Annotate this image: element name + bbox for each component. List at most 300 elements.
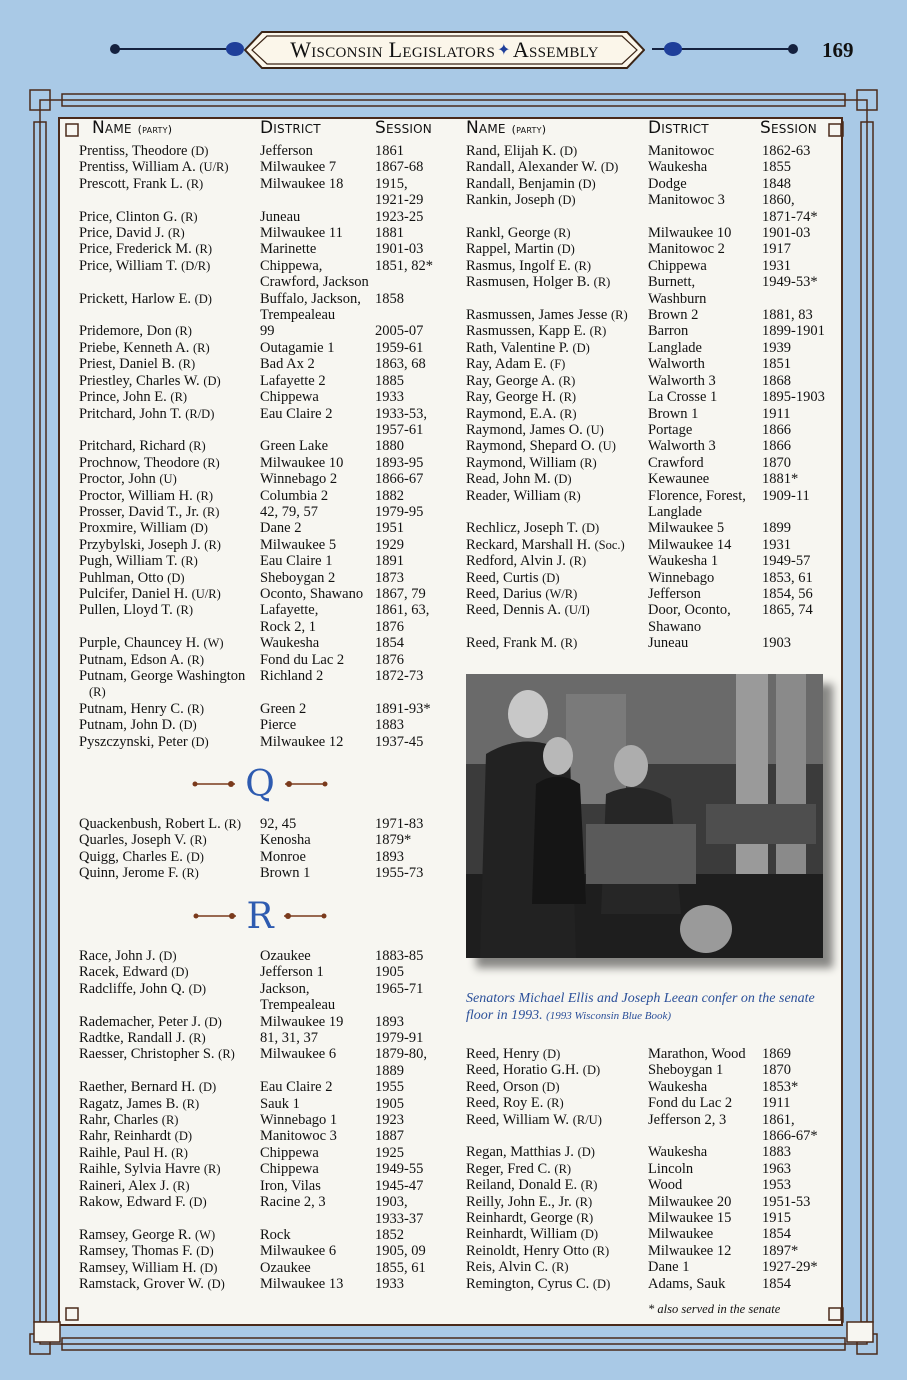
legislator-row bbox=[79, 832, 455, 848]
legislator-name: Randall, Alexander W. bbox=[466, 159, 598, 176]
legislator-district: Racine 2, 3 bbox=[260, 1194, 326, 1211]
legislator-district: Milwaukee 12 bbox=[648, 1242, 732, 1259]
legislator-row bbox=[79, 635, 455, 651]
legislator-session: 1881 bbox=[375, 225, 404, 242]
legislator-party: (D) bbox=[196, 1244, 214, 1259]
legislator-session: 1951-53 bbox=[762, 1193, 811, 1210]
legislator-name-cell bbox=[79, 816, 260, 832]
legislator-name-cell bbox=[79, 455, 260, 471]
legislator-name-cell bbox=[79, 553, 260, 569]
legislator-party: (R) bbox=[188, 439, 206, 454]
legislator-party: (R) bbox=[192, 340, 210, 355]
legislator-name-cell bbox=[466, 274, 648, 307]
legislator-district: Milwaukee 6 bbox=[260, 1046, 337, 1063]
legislator-district: Manitowoc 3 bbox=[648, 192, 725, 209]
legislator-row bbox=[79, 176, 455, 209]
legislator-session: 1959-61 bbox=[375, 339, 424, 356]
legislator-district: Florence, Forest, Langlade bbox=[648, 487, 746, 520]
legislator-district: Juneau bbox=[648, 635, 689, 652]
legislator-session: 1881* bbox=[762, 471, 799, 488]
legislator-session: 1905 bbox=[375, 1095, 404, 1112]
legislator-row bbox=[79, 586, 455, 602]
legislator-district: Walworth 3 bbox=[648, 438, 716, 455]
legislator-row bbox=[79, 143, 455, 159]
page-number: 169 bbox=[822, 38, 854, 62]
legislator-row bbox=[466, 586, 842, 602]
legislator-name: Reilly, John E., Jr. bbox=[466, 1193, 572, 1210]
legislator-name: Prince, John E. bbox=[79, 389, 167, 406]
legislator-session: 1911 bbox=[762, 1095, 791, 1112]
legislator-party: (D) bbox=[179, 718, 197, 733]
legislator-name: Randall, Benjamin bbox=[466, 175, 575, 192]
legislator-name: Rasmussen, Kapp E. bbox=[466, 323, 587, 340]
legislator-name: Ramstack, Grover W. bbox=[79, 1276, 204, 1293]
legislator-party: (U) bbox=[586, 422, 604, 437]
legislator-session: 1881, 83 bbox=[762, 307, 813, 324]
legislator-list-right-bottom bbox=[466, 1046, 842, 1292]
legislator-session: 1848 bbox=[762, 175, 791, 192]
legislator-session: 1861, 63, 1876 bbox=[375, 602, 430, 635]
party-col-label: (party) bbox=[137, 123, 173, 136]
legislator-name: Raymond, Shepard O. bbox=[466, 438, 595, 455]
legislator-party: (R) bbox=[579, 455, 597, 470]
legislator-row bbox=[79, 1014, 455, 1030]
legislator-name: Prosser, David T., Jr. bbox=[79, 503, 200, 520]
legislator-party: (R) bbox=[89, 685, 106, 700]
legislator-row bbox=[466, 274, 842, 307]
legislator-name: Pyszczynski, Peter bbox=[79, 733, 188, 750]
legislator-name: Redford, Alvin J. bbox=[466, 553, 566, 570]
legislator-row bbox=[466, 520, 842, 536]
legislator-row bbox=[79, 225, 455, 241]
senate-footnote: * also served in the senate bbox=[648, 1302, 781, 1316]
left-district-header: District bbox=[260, 118, 321, 138]
legislator-name-cell bbox=[79, 1128, 260, 1144]
legislator-session: 1949-55 bbox=[375, 1161, 424, 1178]
legislator-name-cell bbox=[466, 159, 648, 175]
legislator-name: Prentiss, Theodore bbox=[79, 143, 188, 159]
legislator-party: (R) bbox=[175, 324, 192, 339]
legislator-name: Reader, William bbox=[466, 487, 561, 504]
legislator-name-cell bbox=[466, 1259, 648, 1275]
legislator-name: Proctor, John bbox=[79, 471, 156, 488]
legislator-party: (D) bbox=[198, 1080, 217, 1095]
legislator-party: (W/R) bbox=[545, 586, 578, 601]
legislator-session: 1933 bbox=[375, 389, 404, 406]
legislator-district: Iron, Vilas bbox=[260, 1177, 321, 1194]
legislator-name-cell bbox=[79, 652, 260, 668]
legislator-row bbox=[466, 1259, 842, 1275]
legislator-session: 1885 bbox=[375, 372, 404, 389]
section-divider-r bbox=[190, 896, 330, 936]
legislator-name-cell bbox=[466, 1276, 648, 1292]
legislator-name: Radtke, Randall J. bbox=[79, 1030, 186, 1047]
legislator-row bbox=[466, 602, 842, 635]
legislator-session: 1887 bbox=[375, 1128, 404, 1145]
legislator-name-cell bbox=[466, 1062, 648, 1078]
legislator-row bbox=[79, 1161, 455, 1177]
legislator-district: Dodge bbox=[648, 175, 687, 192]
legislator-party: (R) bbox=[559, 406, 577, 421]
legislator-party: (R) bbox=[172, 1178, 190, 1193]
legislator-session: 2005-07 bbox=[375, 323, 424, 340]
legislator-name-cell bbox=[79, 356, 260, 372]
legislator-name: Read, John M. bbox=[466, 471, 551, 488]
legislator-session: 1933 bbox=[375, 1276, 404, 1293]
legislator-name-cell bbox=[79, 225, 260, 241]
legislator-name-cell bbox=[79, 964, 260, 980]
legislator-party: (R) bbox=[178, 357, 196, 372]
legislator-session: 1905, 09 bbox=[375, 1243, 426, 1260]
legislator-district: Sheboygan 2 bbox=[260, 569, 336, 586]
legislator-session: 1854, 56 bbox=[762, 585, 813, 602]
legislator-party: (D) bbox=[203, 373, 221, 388]
legislator-party: (D) bbox=[189, 1195, 207, 1210]
legislator-name-cell bbox=[466, 520, 648, 536]
legislator-name-cell bbox=[466, 192, 648, 225]
legislator-row bbox=[79, 1145, 455, 1161]
legislator-party: (D) bbox=[188, 981, 207, 996]
legislator-party: (D) bbox=[194, 291, 212, 306]
legislator-name: Quinn, Jerome F. bbox=[79, 865, 179, 882]
legislator-row bbox=[466, 422, 842, 438]
legislator-district: Pierce bbox=[260, 717, 297, 734]
legislator-row bbox=[79, 389, 455, 405]
legislator-session: 1893 bbox=[375, 848, 404, 865]
legislator-row bbox=[466, 1112, 842, 1145]
legislator-session: 1854 bbox=[762, 1226, 791, 1243]
legislator-name: Priebe, Kenneth A. bbox=[79, 339, 190, 356]
legislator-name-cell bbox=[466, 1079, 648, 1095]
legislator-district: Richland 2 bbox=[260, 668, 324, 684]
legislator-row bbox=[466, 323, 842, 339]
legislator-name: Price, Clinton G. bbox=[79, 208, 178, 225]
legislator-row bbox=[79, 652, 455, 668]
legislator-party: (D) bbox=[159, 949, 177, 963]
legislator-party: (D) bbox=[577, 1145, 595, 1160]
legislator-row bbox=[466, 225, 842, 241]
legislator-name: Putnam, George Washington bbox=[79, 668, 246, 684]
legislator-row bbox=[79, 865, 455, 881]
legislator-session: 1931 bbox=[762, 536, 791, 553]
legislator-name: Price, David J. bbox=[79, 225, 165, 242]
legislator-session: 1923 bbox=[375, 1112, 404, 1129]
legislator-name: Pridemore, Don bbox=[79, 323, 172, 340]
legislator-name-cell bbox=[466, 356, 648, 372]
legislator-district: Jefferson 1 bbox=[260, 964, 324, 981]
legislator-name-cell bbox=[466, 1112, 648, 1145]
legislator-name: Reis, Alvin C. bbox=[466, 1259, 549, 1276]
legislator-session: 1927-29* bbox=[762, 1259, 818, 1276]
legislator-list-r bbox=[79, 948, 455, 1293]
legislator-party: (U) bbox=[598, 439, 616, 454]
legislator-row bbox=[79, 455, 455, 471]
photo-caption bbox=[466, 990, 826, 1025]
legislator-name-cell bbox=[466, 1243, 648, 1259]
legislator-party: (R) bbox=[551, 1260, 569, 1275]
legislator-name-cell bbox=[466, 438, 648, 454]
legislator-name: Reckard, Marshall H. bbox=[466, 536, 591, 553]
legislator-name: Proxmire, William bbox=[79, 520, 187, 537]
legislator-party: (R) bbox=[559, 390, 577, 405]
legislator-session: 1861, 1866-67* bbox=[762, 1111, 818, 1145]
legislator-party: (R) bbox=[182, 866, 199, 881]
legislator-name: Pritchard, Richard bbox=[79, 438, 186, 455]
legislator-party: (R) bbox=[204, 537, 221, 552]
legislator-name: Rahr, Reinhardt bbox=[79, 1128, 172, 1145]
legislator-party: (D) bbox=[167, 570, 185, 585]
legislator-row bbox=[466, 635, 842, 651]
legislator-name-cell bbox=[466, 143, 648, 159]
legislator-party: (D) bbox=[174, 1129, 193, 1144]
legislator-name-cell bbox=[466, 258, 648, 274]
legislator-district: Waukesha bbox=[260, 635, 320, 652]
legislator-district: Brown 1 bbox=[260, 865, 311, 882]
legislator-name: Rand, Elijah K. bbox=[466, 143, 557, 159]
legislator-district: Columbia 2 bbox=[260, 487, 329, 504]
legislator-name-cell bbox=[466, 488, 648, 521]
legislator-session: 1866 bbox=[762, 421, 791, 438]
legislator-name: Rakow, Edward F. bbox=[79, 1194, 186, 1211]
legislator-district: Milwaukee 18 bbox=[260, 175, 344, 192]
legislator-district: Monroe bbox=[260, 848, 306, 865]
legislator-name: Raihle, Sylvia Havre bbox=[79, 1161, 201, 1178]
legislator-district: Portage bbox=[648, 421, 693, 438]
legislator-district: Winnebago 2 bbox=[260, 471, 338, 488]
legislator-row bbox=[79, 602, 455, 635]
legislator-name-cell bbox=[79, 1178, 260, 1194]
left-session-header: Session bbox=[375, 118, 432, 138]
legislator-party: (R) bbox=[593, 275, 611, 290]
legislator-name-cell bbox=[466, 586, 648, 602]
left-name-header bbox=[92, 118, 172, 138]
legislator-session: 1883 bbox=[375, 717, 404, 734]
legislator-party: (W) bbox=[194, 1227, 216, 1242]
legislator-district: Kewaunee bbox=[648, 471, 710, 488]
legislator-row bbox=[79, 1096, 455, 1112]
legislator-session: 1883 bbox=[762, 1144, 791, 1161]
legislator-district: Lincoln bbox=[648, 1160, 694, 1177]
legislator-district: Chippewa, Crawford, Jackson bbox=[260, 257, 369, 291]
legislator-row bbox=[79, 570, 455, 586]
legislator-row bbox=[79, 1128, 455, 1144]
legislator-row bbox=[466, 1062, 842, 1078]
legislator-district: Kenosha bbox=[260, 832, 311, 849]
legislator-row bbox=[466, 537, 842, 553]
photo-illustration bbox=[466, 674, 823, 958]
legislator-row bbox=[79, 1260, 455, 1276]
legislator-row bbox=[466, 488, 842, 521]
legislator-district: La Crosse 1 bbox=[648, 389, 718, 406]
legislator-district: Milwaukee 10 bbox=[260, 454, 344, 471]
legislator-name: Rankin, Joseph bbox=[466, 192, 555, 209]
legislator-party: (R) bbox=[187, 701, 205, 716]
legislator-party: (R) bbox=[180, 209, 198, 224]
legislator-name-cell bbox=[466, 225, 648, 241]
legislator-district: Milwaukee 10 bbox=[648, 225, 732, 242]
legislator-name: Race, John J. bbox=[79, 948, 156, 964]
legislator-party: (R) bbox=[611, 308, 628, 323]
legislator-row bbox=[466, 471, 842, 487]
legislator-session: 1891 bbox=[375, 553, 404, 570]
legislator-row bbox=[79, 258, 455, 291]
legislator-name-cell bbox=[79, 717, 260, 733]
legislator-name: Reinhardt, William bbox=[466, 1226, 578, 1243]
legislator-party: (D) bbox=[554, 472, 572, 487]
legislator-district: Milwaukee 19 bbox=[260, 1013, 344, 1030]
legislator-name: Purple, Chauncey H. bbox=[79, 635, 200, 652]
legislator-party: (R) bbox=[576, 1211, 594, 1226]
legislator-name: Price, Frederick M. bbox=[79, 241, 192, 258]
legislator-session: 1862-63 bbox=[762, 143, 811, 159]
legislator-party: (R) bbox=[580, 1178, 598, 1193]
legislator-party: (U/R) bbox=[199, 160, 229, 175]
legislator-name-cell bbox=[79, 1030, 260, 1046]
legislator-party: (R) bbox=[218, 1047, 235, 1062]
legislator-row bbox=[79, 1046, 455, 1079]
legislator-district: Milwaukee 6 bbox=[260, 1243, 337, 1260]
legislator-name-cell bbox=[79, 143, 260, 159]
legislator-row bbox=[79, 717, 455, 733]
legislator-name-cell bbox=[79, 1161, 260, 1177]
legislator-row bbox=[466, 241, 842, 257]
legislator-district: 99 bbox=[260, 323, 275, 340]
legislator-name: Putnam, John D. bbox=[79, 717, 176, 734]
legislator-party: (R) bbox=[589, 324, 607, 339]
title-assembly: Assembly bbox=[512, 37, 599, 62]
legislator-row bbox=[79, 373, 455, 389]
legislator-district: Outagamie 1 bbox=[260, 339, 335, 356]
legislator-session: 1872-73 bbox=[375, 668, 424, 684]
legislator-name-cell bbox=[466, 1046, 648, 1062]
legislator-party: (R) bbox=[569, 554, 587, 569]
legislator-name: Racek, Edward bbox=[79, 964, 168, 981]
legislator-row bbox=[466, 373, 842, 389]
legislator-name-cell bbox=[466, 635, 648, 651]
legislator-district: Bad Ax 2 bbox=[260, 356, 315, 373]
legislator-party: (D) bbox=[559, 144, 578, 158]
legislator-row bbox=[79, 488, 455, 504]
legislator-party: (D) bbox=[580, 1227, 599, 1242]
legislator-row bbox=[466, 1210, 842, 1226]
legislator-row bbox=[79, 504, 455, 520]
legislator-name: Putnam, Henry C. bbox=[79, 700, 184, 717]
legislator-name-cell bbox=[466, 1161, 648, 1177]
legislator-party: (D/R) bbox=[181, 258, 211, 273]
legislator-row bbox=[466, 455, 842, 471]
legislator-name-cell bbox=[79, 1046, 260, 1079]
legislator-name: Ray, George A. bbox=[466, 372, 555, 389]
legislator-session: 1901-03 bbox=[375, 241, 424, 258]
legislator-session: 1955 bbox=[375, 1079, 404, 1096]
legislator-row bbox=[79, 1178, 455, 1194]
legislator-name-cell bbox=[79, 701, 260, 717]
legislator-row bbox=[79, 981, 455, 1014]
legislator-name: Raihle, Paul H. bbox=[79, 1144, 168, 1161]
legislator-party: (D) bbox=[171, 965, 189, 980]
legislator-name-cell bbox=[466, 1095, 648, 1111]
legislator-row bbox=[79, 1276, 455, 1292]
legislator-name-cell bbox=[79, 570, 260, 586]
name-col-label: Name bbox=[92, 118, 132, 138]
legislator-session: 1869 bbox=[762, 1046, 791, 1062]
legislator-name-cell bbox=[466, 471, 648, 487]
legislator-district: Barron bbox=[648, 323, 689, 340]
legislator-party: (D) bbox=[542, 1079, 560, 1094]
legislator-list-right-top bbox=[466, 143, 842, 652]
legislator-district: Brown 2 bbox=[648, 307, 699, 324]
legislator-name-cell bbox=[79, 602, 260, 635]
legislator-name: Putnam, Edson A. bbox=[79, 651, 184, 668]
legislator-session: 1899 bbox=[762, 520, 791, 537]
party-col-label: (party) bbox=[511, 123, 547, 136]
legislator-row bbox=[79, 1243, 455, 1259]
legislator-name: Prochnow, Theodore bbox=[79, 454, 200, 471]
legislator-session: 1911 bbox=[762, 405, 791, 422]
legislator-name: Reed, Dennis A. bbox=[466, 602, 562, 619]
legislator-row bbox=[466, 192, 842, 225]
legislator-name: Prescott, Frank L. bbox=[79, 175, 183, 192]
legislator-name-cell bbox=[466, 1210, 648, 1226]
legislator-name: Ramsey, Thomas F. bbox=[79, 1243, 193, 1260]
legislator-party: (R) bbox=[202, 504, 220, 519]
legislator-district: Brown 1 bbox=[648, 405, 699, 422]
legislator-row bbox=[79, 209, 455, 225]
legislator-session: 1949-53* bbox=[762, 274, 818, 291]
name-col-label: Name bbox=[466, 118, 506, 138]
legislator-name: Ragatz, James B. bbox=[79, 1095, 179, 1112]
legislator-session: 1939 bbox=[762, 339, 791, 356]
legislator-name-cell bbox=[79, 1112, 260, 1128]
legislator-name-cell bbox=[79, 865, 260, 881]
legislator-row bbox=[466, 356, 842, 372]
legislator-session: 1965-71 bbox=[375, 980, 424, 997]
legislator-name: Reed, Roy E. bbox=[466, 1095, 544, 1112]
legislator-session: 1879* bbox=[375, 832, 412, 849]
right-session-header: Session bbox=[760, 118, 817, 138]
legislator-party: (D) bbox=[557, 242, 575, 257]
legislator-session: 1867-68 bbox=[375, 159, 424, 176]
legislator-district: Eau Claire 1 bbox=[260, 553, 333, 570]
legislator-name-cell bbox=[79, 635, 260, 651]
legislator-name: Reiland, Donald E. bbox=[466, 1177, 578, 1194]
legislator-name: Ray, George H. bbox=[466, 389, 556, 406]
legislator-row bbox=[466, 389, 842, 405]
legislator-name: Rath, Valentine P. bbox=[466, 339, 569, 356]
legislator-name: Rasmusen, Holger B. bbox=[466, 274, 591, 291]
legislator-row bbox=[79, 553, 455, 569]
legislator-district: Marathon, Wood bbox=[648, 1046, 746, 1062]
legislator-party: (R) bbox=[195, 242, 213, 257]
legislator-session: 1949-57 bbox=[762, 553, 811, 570]
legislator-party: (D) bbox=[582, 1063, 601, 1078]
legislator-session: 1895-1903 bbox=[762, 389, 825, 406]
legislator-name-cell bbox=[79, 668, 260, 701]
legislator-name: Ramsey, George R. bbox=[79, 1226, 192, 1243]
legislator-name: Reinoldt, Henry Otto bbox=[466, 1242, 589, 1259]
legislator-session: 1866 bbox=[762, 438, 791, 455]
legislator-name-cell bbox=[79, 209, 260, 225]
legislator-name: Prentiss, William A. bbox=[79, 159, 196, 176]
legislator-district: Manitowoc 3 bbox=[260, 1128, 337, 1145]
legislator-district: Jefferson bbox=[260, 143, 313, 159]
legislator-party: (D) bbox=[592, 1276, 611, 1291]
legislator-name-cell bbox=[79, 488, 260, 504]
legislator-party: (R) bbox=[168, 226, 185, 241]
legislator-name-cell bbox=[79, 1096, 260, 1112]
legislator-session: 1851 bbox=[762, 356, 791, 373]
legislator-session: 1893 bbox=[375, 1013, 404, 1030]
